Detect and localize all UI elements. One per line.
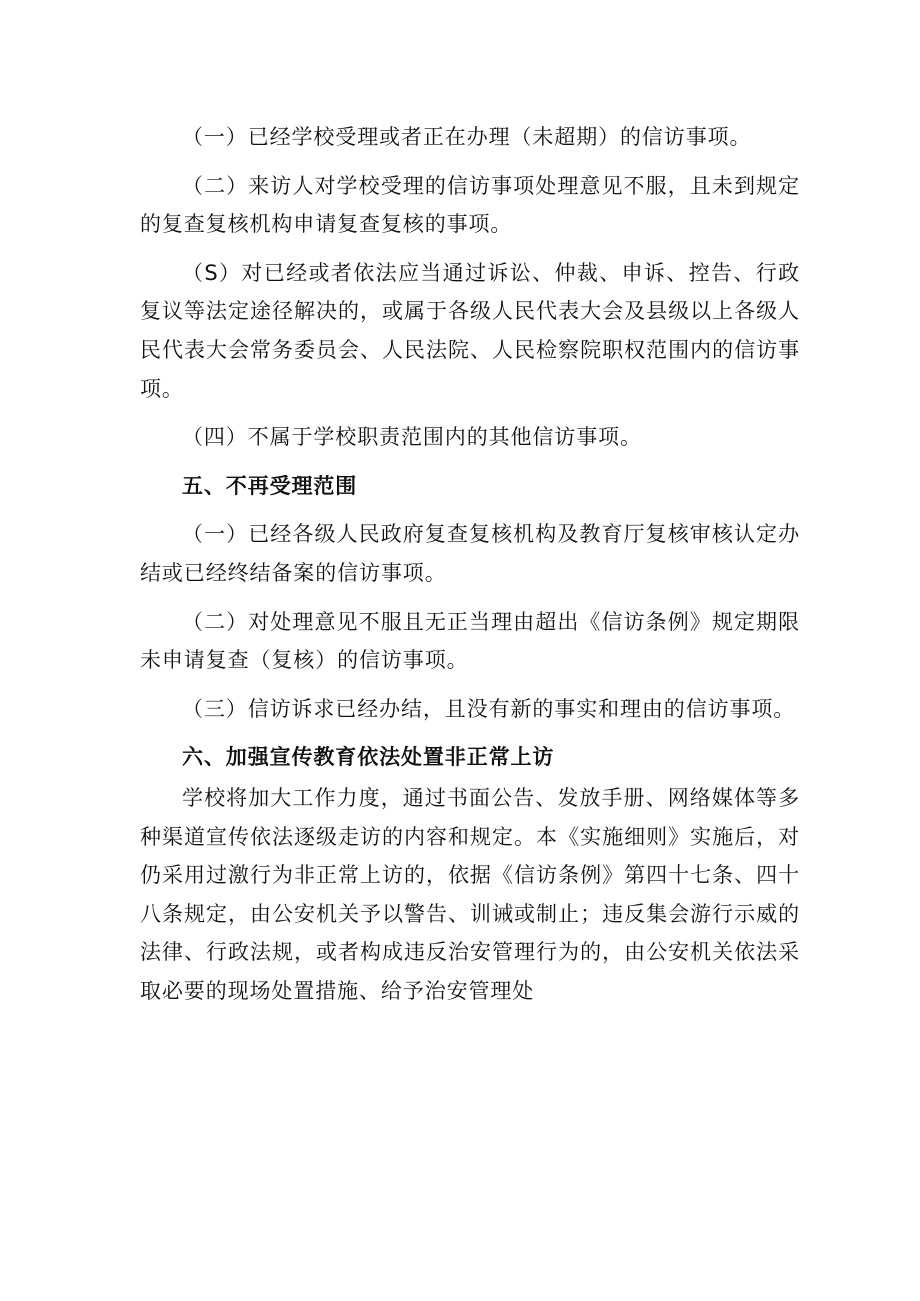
section6-body: 学校将加大工作力度，通过书面公告、发放手册、网络媒体等多种渠道宣传依法逐级走访的内容和规定。本《实施细则》实施后，对仍采用过激行为非正常上访的，依据《信访条例》第四十七条、四十八条规定，由公安机关予以警告、训诫或制止；违反集会游行示威的法律、行政法规，或者构成违反治安管理行为的，由公安机关依法采取必要的现场处置措施、给予治安管理处 [140, 785, 800, 1003]
section5-heading: 五、不再受理范围 [182, 473, 358, 498]
section4-item-2: （二）来访人对学校受理的信访事项处理意见不服，且未到规定的复查复核机构申请复查复核的事项。 [140, 173, 800, 237]
section5-item-2: （二）对处理意见不服且无正当理由超出《信访条例》规定期限未申请复查（复核）的信访事项。 [140, 609, 800, 673]
section5-item-3: （三）信访诉求已经办结，且没有新的事实和理由的信访事项。 [182, 696, 796, 721]
document-page [140, 118, 800, 1010]
section4-item-3: （S）对已经或者依法应当通过诉讼、仲裁、申诉、控告、行政复议等法定途径解决的，或属于各级人民代表大会及县级以上各级人民代表大会常务委员会、人民法院、人民检察院职权范围内的信访事项。 [140, 260, 800, 401]
section4-item-1: （一）已经学校受理或者正在办理（未超期）的信访事项。 [182, 125, 752, 149]
section5-item-1: （一）已经各级人民政府复查复核机构及教育厅复核审核认定办结或已经终结备案的信访事项。 [140, 522, 800, 585]
section6-heading: 六、加强宣传教育依法处置非正常上访 [182, 745, 555, 770]
section4-item-4: （四）不属于学校职责范围内的其他信访事项。 [182, 425, 642, 450]
